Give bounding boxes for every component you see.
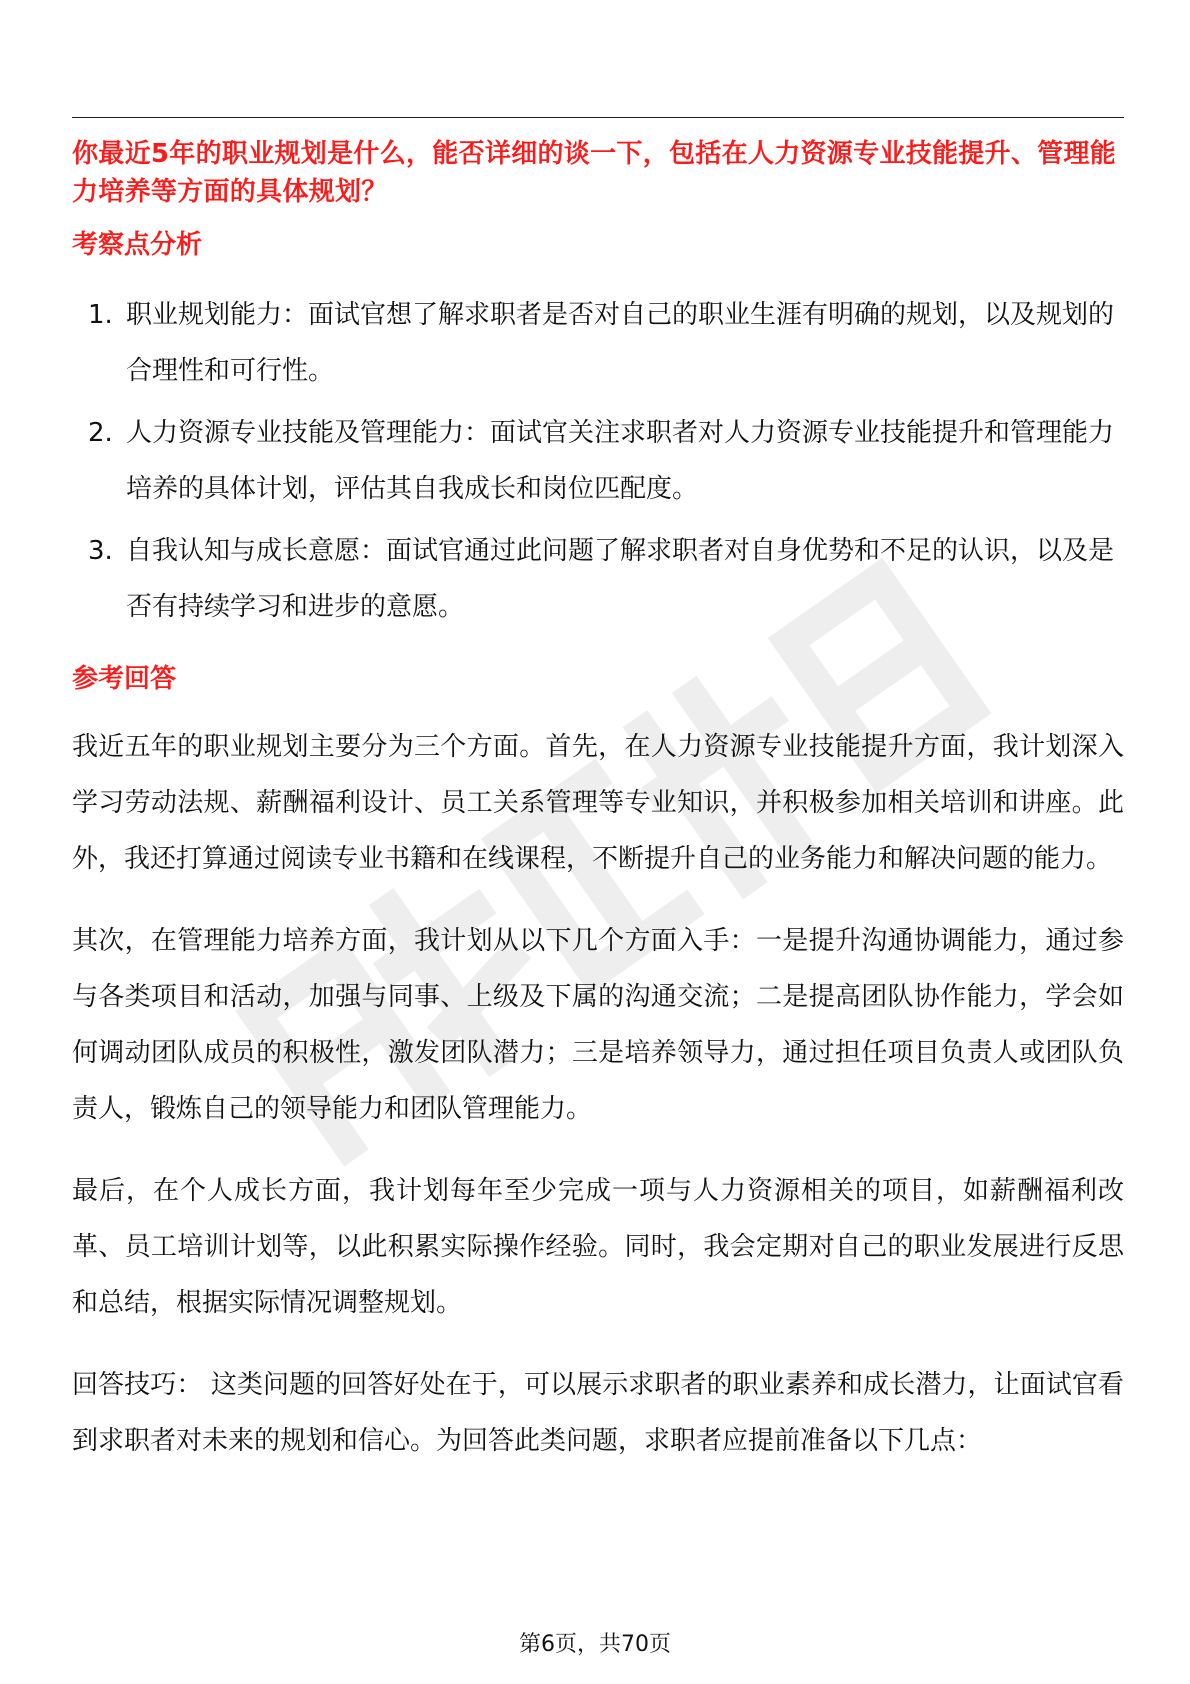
analysis-item [72, 523, 1124, 635]
list-number: 2. [88, 418, 113, 448]
document-content [72, 135, 1124, 1469]
answer-paragraph: 最后，在个人成长方面，我计划每年至少完成一项与人力资源相关的项目，如薪酬福利改革、员工培训计划等，以此积累实际操作经验。同时，我会定期对自己的职业发展进行反思和总结，根据实际情况调整规划。 [72, 1176, 1124, 1318]
list-number: 3. [88, 536, 113, 566]
page-number: 第6页，共70页 [519, 1632, 671, 1657]
answer-paragraph: 我近五年的职业规划主要分为三个方面。首先，在人力资源专业技能提升方面，我计划深入学习劳动法规、薪酬福利设计、员工关系管理等专业知识，并积极参加相关培训和讲座。此外，我还打算通过阅读专业书籍和在线课程，不断提升自己的业务能力和解决问题的能力。 [72, 732, 1124, 874]
analysis-item-text: 职业规划能力：面试官想了解求职者是否对自己的职业生涯有明确的规划，以及规划的合理性和可行性。 [126, 300, 1115, 386]
analysis-item-text: 自我认知与成长意愿：面试官通过此问题了解求职者对自身优势和不足的认识，以及是否有持续学习和进步的意愿。 [126, 536, 1115, 622]
analysis-list [72, 287, 1124, 635]
list-number: 1. [88, 300, 113, 330]
analysis-item [72, 287, 1124, 399]
answer-paragraph: 其次，在管理能力培养方面，我计划从以下几个方面入手：一是提升沟通协调能力，通过参与各类项目和活动，加强与同事、上级及下属的沟通交流；二是提高团队协作能力，学会如何调动团队成员的积极性，激发团队潜力；三是培养领导力，通过担任项目负责人或团队负责人，锻炼自己的领导能力和团队管理能力。 [72, 926, 1124, 1124]
reference-answer-heading: 参考回答 [72, 664, 177, 694]
top-divider [72, 117, 1124, 118]
analysis-heading: 考察点分析 [72, 230, 203, 260]
interview-question: 你最近5年的职业规划是什么，能否详细的谈一下，包括在人力资源专业技能提升、管理能力培养等方面的具体规划？ [72, 139, 1117, 207]
analysis-item [72, 405, 1124, 517]
answer-tips-paragraph: 回答技巧： 这类问题的回答好处在于，可以展示求职者的职业素养和成长潜力，让面试官看到求职者对未来的规划和信心。为回答此类问题，求职者应提前准备以下几点： [72, 1370, 1124, 1456]
analysis-item-text: 人力资源专业技能及管理能力：面试官关注求职者对人力资源专业技能提升和管理能力培养的具体计划，评估其自我成长和岗位匹配度。 [126, 418, 1115, 504]
